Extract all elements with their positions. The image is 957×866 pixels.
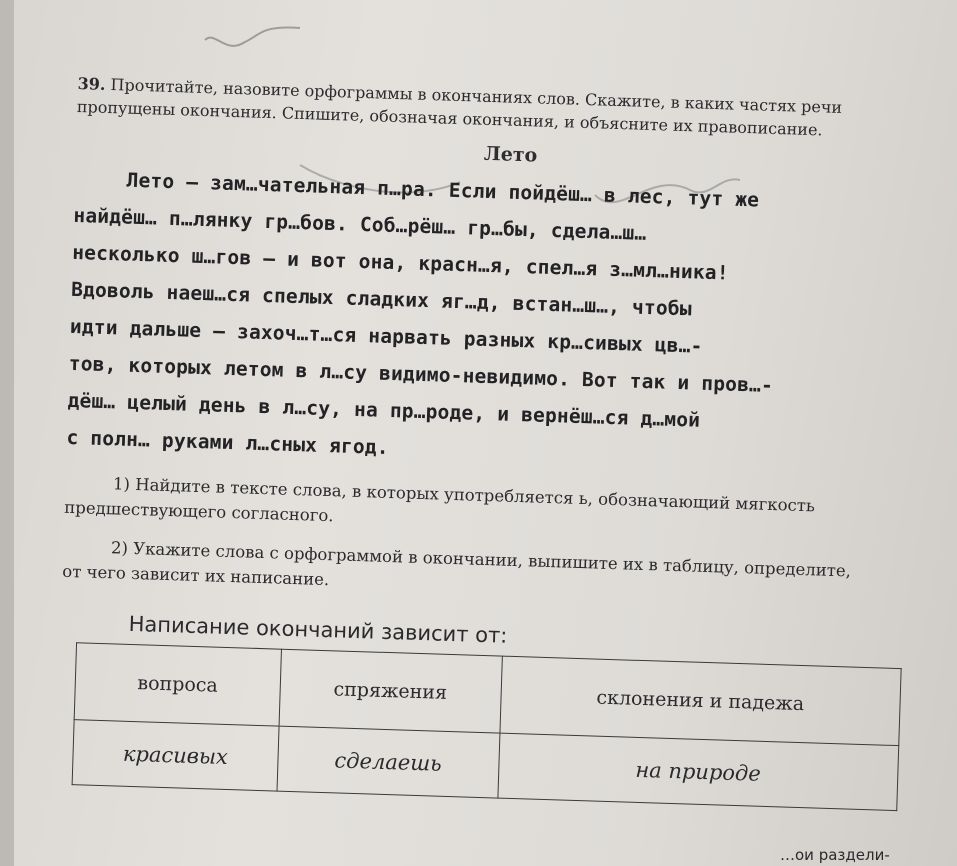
text-line: Вдоволь наеш…ся спелых сладких яг…д, встан…ш…, чтобы [70,277,693,321]
table-title: Написание окончаний зависит от: [128,611,508,648]
endings-table [72,642,902,811]
table-header-cell: спряжения [279,649,502,733]
corner-text-fragment: …ои раздели- [780,846,890,864]
table-header-cell: вопроса [74,643,281,726]
question-2: 2) Укажите слова с орфограммой в окончании, выпишите их в таблицу, определите, от чего зависит их написание. [62,538,852,590]
text-title: Лето [483,142,538,167]
page-content [56,72,878,810]
table-cell: на природе [497,733,898,811]
text-line: идти дальше – захоч…т…ся нарвать разных кр…сивых цв…- [69,314,703,358]
text-line: Лето – зам…чательная п…ра. Если пойдёш… в лес, тут же [126,168,760,212]
text-line: дёш… целый день в л…су, на пр…роде, и вернёш…ся д…мой [67,388,701,432]
task-number: 39. [77,73,106,94]
text-line: с полн… руками л…сных ягод. [66,425,390,459]
text-line: несколько ш…гов – и вот она, красн…я, спел…я з…мл…ника! [71,240,730,285]
table-cell: сделаешь [277,726,500,798]
task-text: Прочитайте, назовите орфограммы в окончаниях слов. Скажите, в каких частях речи пропущены окончания. Спишите, обозначая окончания, и объясните их правописание. [76,75,843,140]
text-line: найдёш… п…лянку гр…бов. Соб…рёш… гр…бы, сдела…ш… [73,203,647,245]
table-cell: красивых [72,720,279,791]
question-1: 1) Найдите в тексте слова, в которых употребляется ь, обозначающий мягкость предшествующего согласного. [64,474,816,526]
table-header-cell: склонения и падежа [499,656,901,746]
text-line: тов, которых летом в л…су видимо-невидимо. Вот так и пров…- [68,351,774,397]
exercise-text [66,160,875,481]
